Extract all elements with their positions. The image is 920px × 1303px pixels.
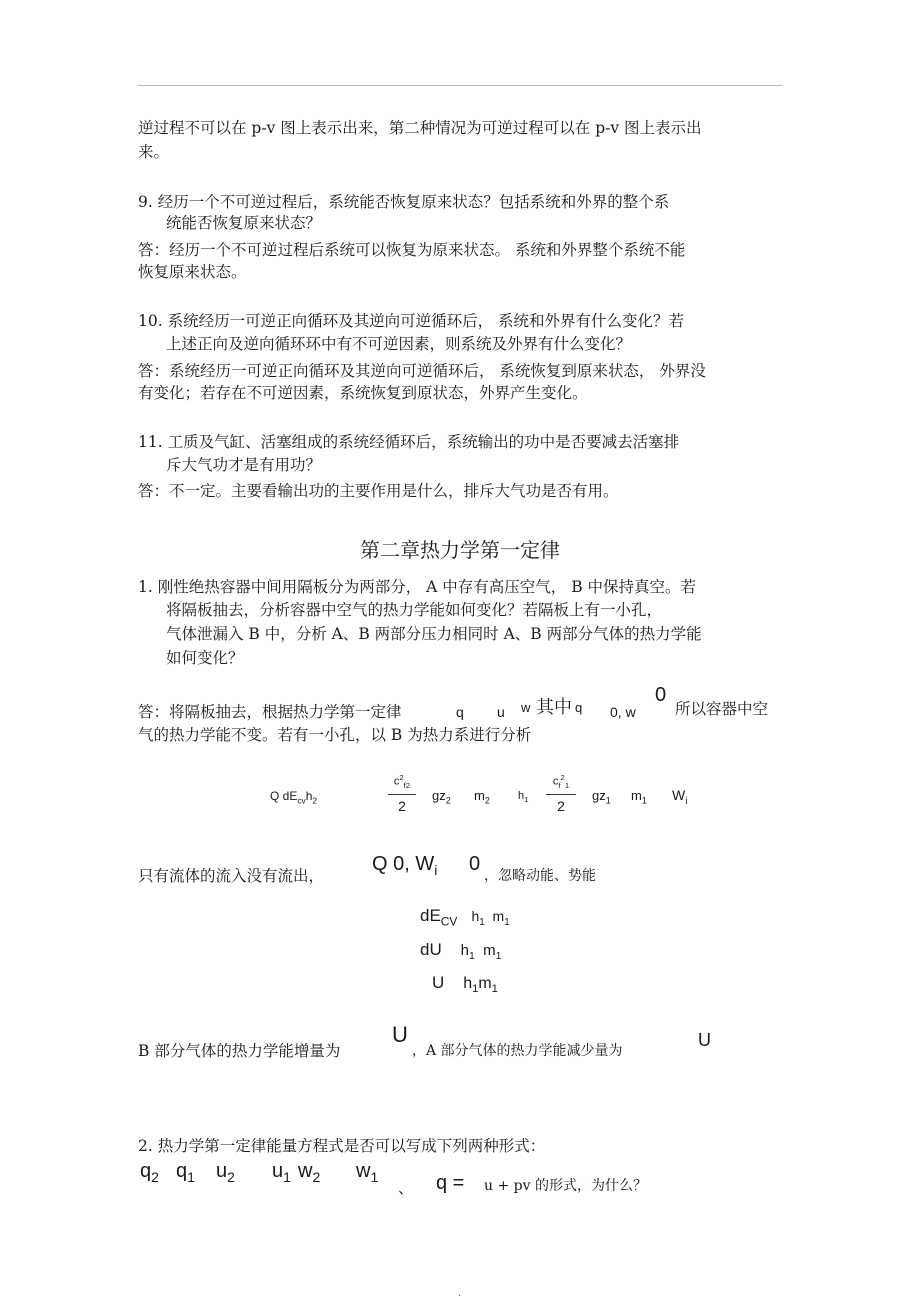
answer-10-cont: 有变化；若存在不可逆因素，系统恢复到原状态，外界产生变化。 [138, 384, 588, 402]
math-0w: 0, w [610, 704, 636, 720]
answer-9: 答：经历一个不可逆过程后系统可以恢复为原来状态。 系统和外界整个系统不能 [138, 241, 686, 259]
answer-10: 答：系统经历一可逆正向循环及其逆向可逆循环后， 系统恢复到原来状态， 外界没 [138, 362, 706, 380]
b-part-text: B 部分气体的热力学能增量为 [138, 1042, 341, 1060]
text-line: 逆过程不可以在 p-v 图上表示出来，第二种情况为可逆过程可以在 p-v 图上表示出 [138, 119, 702, 137]
eq2-line-2: dU $h_1$ $m_1$ [420, 940, 502, 962]
q2-eq-u1: $u_1$ [272, 1160, 291, 1185]
header-rule [138, 85, 782, 86]
text-among: 其中 [536, 697, 572, 718]
ch2-answer-1-cont: 气的热力学能不变。若有一小孔，以 B 为热力系进行分析 [138, 726, 532, 744]
chapter-heading: 第二章热力学第一定律 [360, 538, 560, 562]
answer-9-cont: 恢复原来状态。 [138, 263, 247, 281]
math-q: q [456, 704, 464, 720]
math-q2: q [575, 700, 583, 715]
question-11-cont: 斥大气功才是有用功？ [166, 456, 322, 474]
q2-tail: u + pv 的形式，为什么？ [484, 1178, 647, 1194]
a-part-text: ，A 部分气体的热力学能减少量为 [412, 1043, 623, 1059]
math-zero: 0 [655, 684, 667, 706]
text-line: 来。 [138, 143, 170, 161]
only-inflow-zero: 0 [469, 853, 481, 875]
b-part-U: U [392, 1022, 408, 1047]
math-u: u [497, 704, 505, 720]
answer-11: 答：不一定。主要看输出功的主要作用是什么，排斥大气功是否有用。 [138, 482, 619, 500]
question-9-cont: 统能否恢复原来状态？ [166, 214, 322, 232]
eq1-W: $W_i$ [672, 787, 688, 807]
question-10: 10. 系统经历一可逆正向循环及其逆向可逆循环后， 系统和外界有什么变化？若 [138, 312, 685, 330]
text-conclusion: 所以容器中空 [675, 700, 769, 718]
a-part-U: U [698, 1030, 711, 1050]
ch2-question-1-cont: 将隔板抽去，分析容器中空气的热力学能如何变化？若隔板上有一小孔， [166, 601, 663, 619]
question-10-cont: 上述正向及逆向循环环中有不可逆因素，则系统及外界有什么变化？ [166, 335, 632, 353]
q2-q-equals: q = [436, 1172, 465, 1194]
eq2-line-3: U $h_1m_1$ [432, 973, 498, 996]
only-inflow-text: 只有流体的流入没有流出， [138, 867, 325, 885]
ch2-question-1: 1. 刚性绝热容器中间用隔板分为两部分， A 中存有高压空气， B 中保持真空。若 [138, 578, 697, 596]
eq1-h1: $h_1$ [518, 790, 529, 805]
eq2-line-1: $dE_{CV}$ $h_1$ $m_1$ [420, 906, 510, 929]
only-inflow-tail: ，忽略动能、势能 [484, 868, 596, 884]
eq1-m1: $m_1$ [631, 788, 647, 806]
eq1-gz1: $gz_1$ [592, 788, 611, 806]
q2-eq-q2: $q_2$ [140, 1160, 159, 1185]
eq1-fraction-1: $c^2_{f2}$ 2 [388, 772, 416, 814]
math-w: w [521, 700, 531, 715]
question-9: 9. 经历一个不可逆过程后，系统能否恢复原来状态？包括系统和外界的整个系 [138, 193, 670, 211]
q2-eq-w1: $w_1$ [356, 1160, 379, 1185]
q2-eq-u2: $u_2$ [216, 1160, 235, 1185]
q2-eq-w2: $w_2$ [298, 1160, 321, 1185]
only-inflow-eq: Q 0, $W_i$ [372, 853, 438, 878]
q2-eq-q1: $q_1$ [176, 1160, 195, 1185]
ch2-answer-1: 答：将隔板抽去，根据热力学第一定律 [138, 703, 402, 721]
footer-dot: . [458, 1288, 462, 1299]
question-11: 11. 工质及气缸、活塞组成的系统经循环后，系统输出的功中是否要减去活塞排 [138, 433, 680, 451]
eq1-m2: $m_2$ [474, 788, 490, 806]
eq1-gz2: $gz_2$ [432, 788, 451, 806]
eq1-fraction-2: $c_f^2_1$ 2 [546, 772, 576, 814]
ch2-question-2: 2. 热力学第一定律能量方程式是否可以写成下列两种形式： [138, 1137, 546, 1155]
eq1-left: Q $dE_{cv}h_2$ [270, 789, 318, 806]
ch2-question-1-cont: 气体泄漏入 B 中，分析 A、B 两部分压力相同时 A、B 两部分气体的热力学能 [166, 625, 702, 643]
ch2-question-1-cont: 如何变化？ [166, 649, 244, 667]
q2-separator: 、 [398, 1179, 414, 1197]
